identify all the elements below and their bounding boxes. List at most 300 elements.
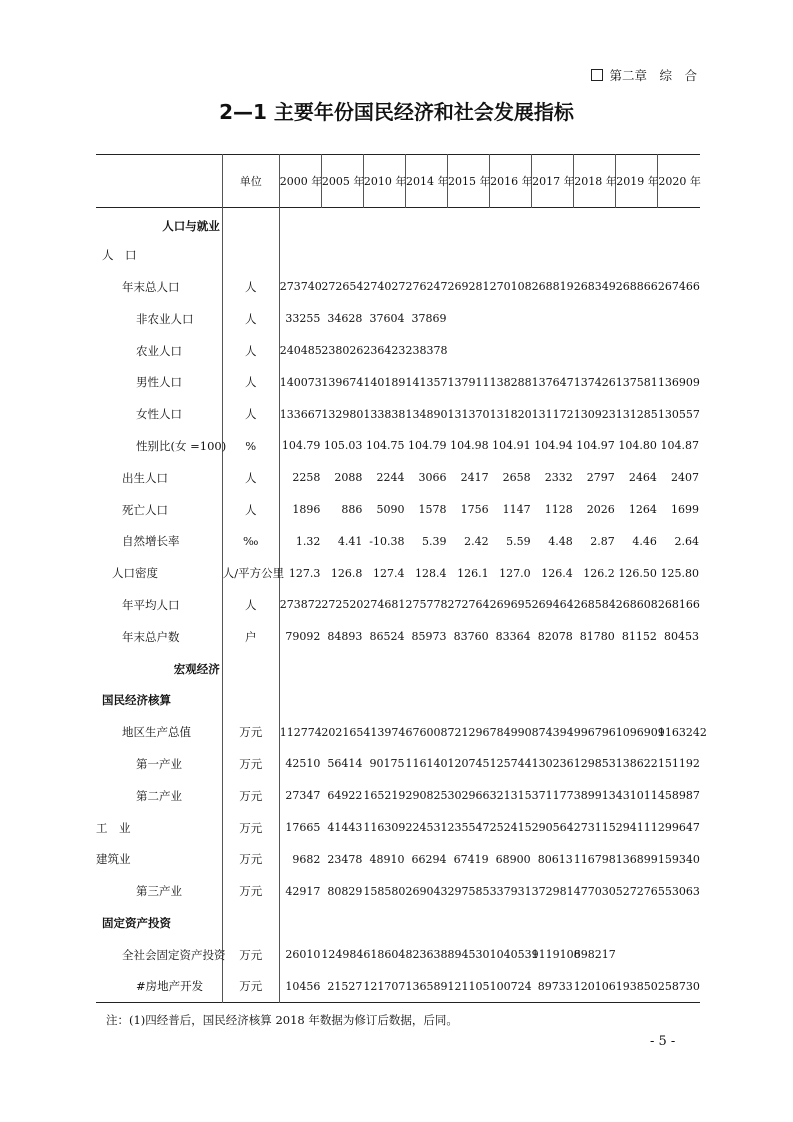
cell-value: 272764 [447, 598, 490, 612]
cell-value: 268349 [573, 280, 616, 294]
table-row [96, 939, 700, 971]
cell-value: 431011 [615, 789, 658, 803]
cell-value: 268866 [615, 280, 658, 294]
row-unit [222, 653, 279, 685]
row-label: 非农业人口 [136, 311, 194, 326]
cell-value: 79092 [285, 630, 321, 644]
cell-value: 130923 [573, 407, 616, 421]
cell-value: 80613 [537, 852, 573, 866]
cell-value [532, 684, 574, 716]
cell-value: 477030 [573, 884, 616, 898]
cell-value [574, 335, 616, 367]
cell-value [405, 239, 447, 271]
cell-value: 84893 [327, 630, 363, 644]
cell-value: 125.80 [660, 566, 699, 580]
cell-value: 67419 [453, 852, 489, 866]
row-unit: 人 [222, 271, 279, 303]
row-unit: 万元 [222, 780, 279, 812]
cell-value [658, 939, 700, 971]
cell-value: 269464 [531, 598, 574, 612]
cell-value [658, 303, 700, 335]
row-label: 国民经济核算 [102, 693, 171, 708]
cell-value: 235547 [447, 821, 490, 835]
cell-value: 140189 [363, 375, 406, 389]
cell-value [490, 239, 532, 271]
cell-value [448, 208, 490, 240]
cell-value: 141357 [405, 375, 448, 389]
table-row [96, 271, 700, 303]
cell-value: 138622 [615, 757, 658, 771]
header-year: 2018 年 [574, 155, 616, 208]
cell-value: 100724 [489, 979, 532, 993]
cell-value [279, 653, 321, 685]
cell-value [321, 239, 363, 271]
cell-value: 2026 [586, 503, 615, 517]
cell-value: 2797 [586, 471, 615, 485]
cell-value: 886 [341, 503, 363, 517]
table-row [96, 843, 700, 875]
cell-value: 823638 [405, 948, 448, 962]
table-row [96, 875, 700, 907]
cell-value: 104.98 [450, 439, 489, 453]
cell-value: 64922 [327, 789, 363, 803]
cell-value: 132980 [321, 407, 364, 421]
row-unit: 人 [222, 335, 279, 367]
cell-value: 81780 [579, 630, 615, 644]
cell-value [574, 239, 616, 271]
header-year: 2015 年 [448, 155, 490, 208]
table-header [96, 155, 700, 208]
row-unit: 人/平方公里 [222, 557, 279, 589]
cell-value: 41443 [327, 821, 363, 835]
cell-value: 83760 [453, 630, 489, 644]
cell-value: 124984 [321, 948, 364, 962]
row-label: 固定资产投资 [102, 915, 171, 930]
cell-value [616, 239, 658, 271]
cell-value: 238378 [405, 344, 448, 358]
cell-value: 1147 [502, 503, 531, 517]
cell-value: 1.32 [295, 534, 321, 548]
cell-value [279, 208, 321, 240]
cell-value: 252415 [489, 821, 532, 835]
cell-value [532, 653, 574, 685]
cell-value: 104.97 [576, 439, 615, 453]
row-label: 工 业 [96, 820, 131, 835]
cell-value [616, 939, 658, 971]
cell-value: 458987 [657, 789, 700, 803]
cell-value: 273872 [279, 598, 322, 612]
cell-value: 126.50 [618, 566, 657, 580]
chapter-label: 第二章 综 合 [609, 68, 697, 83]
row-label: 第一产业 [136, 756, 182, 771]
cell-value: 2088 [334, 471, 363, 485]
cell-value [321, 684, 363, 716]
cell-value: 128.4 [415, 566, 447, 580]
header-year: 2005 年 [321, 155, 363, 208]
cell-value [405, 208, 447, 240]
table-row [96, 398, 700, 430]
cell-value: 224531 [405, 821, 448, 835]
cell-value: 120745 [447, 757, 490, 771]
cell-value: 1264 [628, 503, 657, 517]
row-unit: 人 [222, 303, 279, 335]
cell-value [490, 303, 532, 335]
table-row [96, 621, 700, 653]
cell-value: 26010 [285, 948, 321, 962]
cell-value [616, 208, 658, 240]
table-row [96, 303, 700, 335]
cell-value: 86524 [369, 630, 405, 644]
cell-value: 274681 [363, 598, 406, 612]
cell-value: 4.41 [337, 534, 363, 548]
cell-value: 121707 [363, 979, 406, 993]
row-unit: 万元 [222, 971, 279, 1003]
cell-value: 33255 [285, 312, 321, 326]
table-row [96, 748, 700, 780]
header-unit: 单位 [222, 155, 279, 208]
cell-value: 104.87 [660, 439, 699, 453]
cell-value: 3066 [418, 471, 447, 485]
header-row [96, 155, 700, 208]
cell-value: 290825 [405, 789, 448, 803]
cell-value: 121105 [447, 979, 490, 993]
cell-value: 784990 [489, 725, 532, 739]
section-row [96, 208, 700, 240]
cell-value [363, 653, 405, 685]
cell-value: 125744 [489, 757, 532, 771]
cell-value [448, 239, 490, 271]
cell-value: 5.59 [506, 534, 531, 548]
row-label: 年平均人口 [122, 597, 180, 612]
cell-value: 130236 [531, 757, 574, 771]
page-number: - 5 - [650, 1034, 676, 1049]
cell-value [616, 907, 658, 939]
cell-value: 85973 [411, 630, 447, 644]
cell-value [448, 684, 490, 716]
cell-value: 5090 [376, 503, 405, 517]
row-label: 男性人口 [136, 375, 182, 390]
cell-value [490, 684, 532, 716]
row-label: 出生人口 [122, 470, 168, 485]
row-label: 年末总人口 [122, 279, 180, 294]
cell-value: 240485 [279, 344, 322, 358]
cell-value [448, 907, 490, 939]
cell-value [658, 684, 700, 716]
row-unit: 人 [222, 398, 279, 430]
cell-value: 238026 [321, 344, 364, 358]
cell-value: 81152 [621, 630, 657, 644]
cell-value: 104.91 [492, 439, 531, 453]
table-row [96, 335, 700, 367]
cell-value: 104.94 [534, 439, 573, 453]
cell-value: 34628 [327, 312, 363, 326]
cell-value: 676008 [405, 725, 448, 739]
cell-value: 618604 [363, 948, 406, 962]
row-label: 宏观经济 [173, 661, 220, 676]
row-unit: ‰ [222, 525, 279, 557]
cell-value: 1096909 [615, 725, 665, 739]
cell-value: 2407 [671, 471, 699, 485]
cell-value: 127.4 [372, 566, 405, 580]
cell-value: 302966 [447, 789, 490, 803]
cell-value: 105.03 [323, 439, 363, 453]
cell-value: 389913 [573, 789, 616, 803]
cell-value: 337931 [489, 884, 532, 898]
row-label: 人口与就业 [162, 218, 220, 233]
row-unit: 万元 [222, 875, 279, 907]
cell-value: 66294 [411, 852, 447, 866]
square-icon [591, 69, 603, 81]
header-year: 2010 年 [363, 155, 405, 208]
cell-value: 274027 [363, 280, 406, 294]
table-row [96, 430, 700, 462]
row-unit: 人 [222, 462, 279, 494]
cell-value: 268608 [615, 598, 658, 612]
cell-value [532, 303, 574, 335]
cell-value [363, 684, 405, 716]
row-unit: 万元 [222, 939, 279, 971]
cell-value: 258730 [657, 979, 700, 993]
cell-value: 134890 [405, 407, 448, 421]
cell-value: 137426 [573, 375, 616, 389]
cell-value: 133838 [363, 407, 406, 421]
cell-value: 127.0 [499, 566, 531, 580]
table-row [96, 589, 700, 621]
cell-value: 1699 [671, 503, 699, 517]
cell-value: 202165 [321, 725, 364, 739]
cell-value: 698217 [573, 948, 616, 962]
cell-value: 1128 [544, 503, 573, 517]
cell-value: 90175 [369, 757, 405, 771]
cell-value [490, 208, 532, 240]
cell-value: 56414 [327, 757, 363, 771]
cell-value: 126.2 [583, 566, 615, 580]
cell-value: 116140 [405, 757, 448, 771]
section-row [96, 653, 700, 685]
cell-value: 4.48 [548, 534, 573, 548]
table-row [96, 557, 700, 589]
cell-value [448, 653, 490, 685]
cell-value [405, 907, 447, 939]
cell-value: 294111 [615, 821, 658, 835]
row-unit: 万元 [222, 812, 279, 844]
section-row [96, 907, 700, 939]
cell-value: 2.42 [464, 534, 489, 548]
cell-value: 297585 [447, 884, 490, 898]
cell-value [658, 335, 700, 367]
cell-value [321, 653, 363, 685]
cell-value: 131285 [615, 407, 658, 421]
cell-value: 131820 [489, 407, 532, 421]
table-row [96, 525, 700, 557]
cell-value: 104.79 [281, 439, 321, 453]
cell-value: 321315 [489, 789, 532, 803]
cell-value: 151192 [657, 757, 700, 771]
cell-value: 2658 [502, 471, 531, 485]
cell-value: 268584 [573, 598, 616, 612]
cell-value [532, 208, 574, 240]
cell-value: 269043 [405, 884, 448, 898]
cell-value: 80453 [664, 630, 699, 644]
cell-value: 269695 [489, 598, 532, 612]
cell-value [658, 208, 700, 240]
header-year: 2020 年 [658, 155, 700, 208]
cell-value: 112774 [279, 725, 322, 739]
cell-value [616, 653, 658, 685]
cell-value: 874394 [531, 725, 574, 739]
cell-value: 116798 [573, 852, 616, 866]
cell-value: 126.8 [330, 566, 363, 580]
cell-value: -10.38 [369, 534, 405, 548]
cell-value [658, 653, 700, 685]
cell-value [574, 653, 616, 685]
cell-value: 89733 [537, 979, 573, 993]
cell-value: 267466 [657, 280, 700, 294]
cell-value [321, 208, 363, 240]
cell-value: 37869 [411, 312, 447, 326]
cell-value: 27347 [285, 789, 321, 803]
cell-value: 1163242 [657, 725, 707, 739]
cell-value [321, 907, 363, 939]
cell-value: 270108 [489, 280, 532, 294]
cell-value: 272654 [321, 280, 364, 294]
row-label: 第二产业 [136, 788, 182, 803]
row-label: 地区生产总值 [122, 725, 191, 740]
table-body [96, 208, 707, 1003]
row-label: 农业人口 [136, 343, 182, 358]
indicator-table [96, 154, 707, 1003]
row-label: 人 口 [102, 248, 137, 263]
cell-value: 1578 [418, 503, 447, 517]
row-label: 第三产业 [136, 884, 182, 899]
cell-value: 133667 [279, 407, 322, 421]
cell-value: 894530 [447, 948, 490, 962]
cell-value: 37604 [369, 312, 405, 326]
table-row [96, 971, 700, 1003]
row-label: 建筑业 [96, 852, 131, 867]
cell-value: 4.46 [632, 534, 657, 548]
row-unit: 户 [222, 621, 279, 653]
table-row [96, 780, 700, 812]
cell-value: 2464 [628, 471, 657, 485]
cell-value: 158580 [363, 884, 406, 898]
cell-value: 104.79 [408, 439, 447, 453]
cell-value: 2244 [376, 471, 405, 485]
section-row [96, 239, 700, 271]
cell-value: 996796 [573, 725, 616, 739]
cell-value: 1119108 [531, 948, 581, 962]
cell-value: 5.39 [422, 534, 447, 548]
cell-value: 127.3 [288, 566, 321, 580]
cell-value: 116309 [363, 821, 406, 835]
cell-value: 120106 [573, 979, 616, 993]
cell-value: 1040539 [489, 948, 539, 962]
cell-value [448, 335, 490, 367]
cell-value [616, 335, 658, 367]
cell-value: 273740 [279, 280, 322, 294]
table-row [96, 494, 700, 526]
header-year: 2016 年 [490, 155, 532, 208]
chapter-header [591, 66, 697, 84]
cell-value: 136589 [405, 979, 448, 993]
cell-value: 268166 [657, 598, 700, 612]
cell-value: 236423 [363, 344, 406, 358]
cell-value: 17665 [285, 821, 321, 835]
cell-value [405, 653, 447, 685]
cell-value: 137911 [447, 375, 490, 389]
cell-value: 275778 [405, 598, 448, 612]
cell-value: 136909 [657, 375, 700, 389]
cell-value [574, 303, 616, 335]
cell-value: 126.4 [541, 566, 573, 580]
header-indicator [96, 155, 222, 208]
cell-value: 82078 [537, 630, 573, 644]
row-unit: 万元 [222, 843, 279, 875]
row-label: #房地产开发 [136, 979, 204, 994]
cell-value: 2.87 [590, 534, 615, 548]
cell-value: 131172 [531, 407, 574, 421]
cell-value: 371177 [531, 789, 574, 803]
cell-value: 290564 [531, 821, 574, 835]
cell-value: 269281 [447, 280, 490, 294]
cell-value: 42510 [285, 757, 321, 771]
cell-value: 193850 [615, 979, 658, 993]
cell-value [279, 239, 321, 271]
section-row [96, 684, 700, 716]
cell-value: 2332 [544, 471, 573, 485]
cell-value [532, 335, 574, 367]
row-unit [222, 208, 279, 240]
cell-value: 68900 [495, 852, 531, 866]
cell-value: 140073 [279, 375, 322, 389]
cell-value [658, 907, 700, 939]
cell-value: 104.75 [365, 439, 405, 453]
row-label: 女性人口 [136, 407, 182, 422]
row-label: 全社会固定资产投资 [122, 947, 226, 962]
cell-value: 527276 [615, 884, 658, 898]
cell-value: 2258 [292, 471, 321, 485]
cell-value: 83364 [495, 630, 531, 644]
row-unit [222, 907, 279, 939]
cell-value: 1756 [460, 503, 489, 517]
cell-value: 721296 [447, 725, 490, 739]
cell-value: 9682 [292, 852, 321, 866]
table-row [96, 716, 700, 748]
cell-value [363, 208, 405, 240]
footnote: 注：(1)四经普后，国民经济核算 2018 年数据为修订后数据，后同。 [106, 1013, 458, 1027]
cell-value: 80829 [327, 884, 363, 898]
cell-value: 21527 [327, 979, 363, 993]
cell-value: 299647 [657, 821, 700, 835]
row-unit: % [222, 430, 279, 462]
cell-value: 10456 [285, 979, 321, 993]
cell-value: 42917 [285, 884, 321, 898]
cell-value [532, 907, 574, 939]
cell-value: 159340 [657, 852, 700, 866]
table-row [96, 462, 700, 494]
cell-value: 130557 [657, 407, 700, 421]
row-unit [222, 239, 279, 271]
cell-value [448, 303, 490, 335]
cell-value: 104.80 [618, 439, 657, 453]
row-unit: 人 [222, 494, 279, 526]
cell-value [279, 684, 321, 716]
cell-value [658, 239, 700, 271]
cell-value [405, 684, 447, 716]
cell-value: 137647 [531, 375, 574, 389]
row-label: 年末总户数 [122, 629, 180, 644]
cell-value: 126.1 [457, 566, 489, 580]
